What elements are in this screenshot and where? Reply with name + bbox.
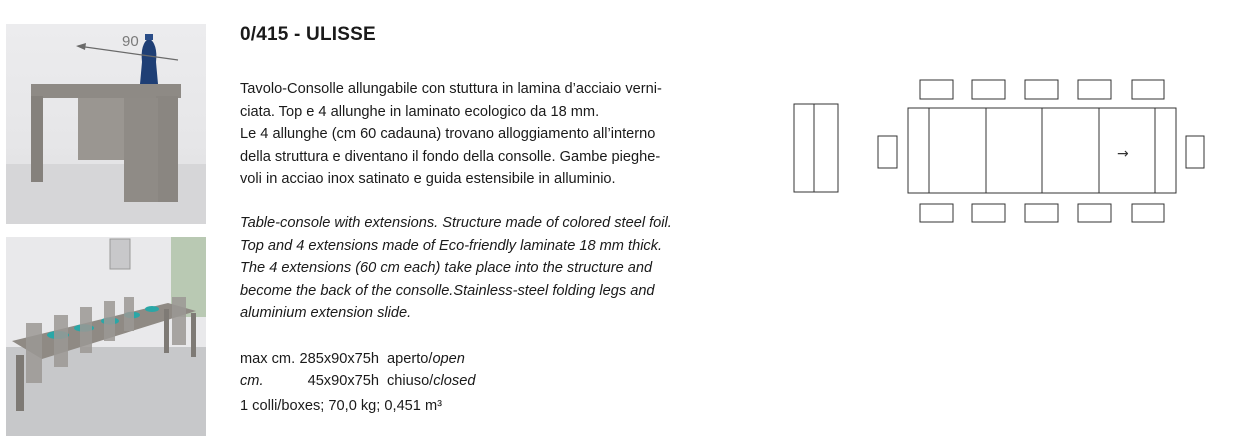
dimension-state bbox=[387, 370, 475, 392]
plan-closed-console bbox=[794, 104, 838, 192]
table-plan-diagram bbox=[790, 76, 1210, 226]
dimension-prefix: max cm. bbox=[240, 351, 296, 367]
product-title: 0/415 - ULISSE bbox=[240, 24, 376, 45]
description-line: ciata. Top e 4 allunghe in laminato ecologico da 18 mm. bbox=[240, 103, 600, 120]
plan-chair bbox=[972, 204, 1005, 222]
plan-chair bbox=[1025, 80, 1058, 99]
description-line: Tavolo-Consolle allungabile con stuttura in lamina d’acciaio verni- bbox=[240, 81, 662, 97]
description-line: become the back of the consolle.Stainless-steel folding legs and bbox=[240, 282, 655, 299]
dimension-size: 45x90x75h bbox=[307, 373, 379, 389]
plan-chair bbox=[1186, 136, 1204, 168]
plan-chair bbox=[972, 80, 1005, 99]
description-line: Table-console with extensions. Structure made of colored steel foil. bbox=[240, 215, 672, 231]
plan-chair bbox=[920, 204, 953, 222]
plan-chair bbox=[1132, 80, 1164, 99]
description-line: della struttura e diventano il fondo della consolle. Gambe pieghe- bbox=[240, 148, 661, 165]
product-photo-table-open bbox=[6, 237, 206, 436]
state-label-en: closed bbox=[433, 373, 476, 389]
description-line: Le 4 allunghe (cm 60 cadauna) trovano alloggiamento all’interno bbox=[240, 126, 656, 142]
state-label-en: open bbox=[432, 351, 465, 367]
description-line: voli in acciao inox satinato e guida estensibile in alluminio. bbox=[240, 171, 616, 187]
dimension-state bbox=[387, 348, 465, 370]
dimension-prefix: cm. bbox=[240, 373, 264, 389]
width-label: 90 bbox=[122, 33, 139, 50]
dimension-size: 285x90x75h bbox=[299, 351, 379, 367]
plan-chair bbox=[1025, 204, 1058, 222]
plan-chair bbox=[1132, 204, 1164, 222]
description-italian bbox=[240, 78, 680, 191]
plan-chair bbox=[878, 136, 897, 168]
state-label-it: chiuso/ bbox=[387, 373, 434, 389]
plan-chair bbox=[1078, 204, 1111, 222]
packing-info: 1 colli/boxes; 70,0 kg; 0,451 m³ bbox=[240, 398, 442, 414]
product-photo-console bbox=[6, 24, 206, 224]
extension-arrow-icon: → bbox=[1117, 146, 1129, 162]
description-line: The 4 extensions (60 cm each) take place into the structure and bbox=[240, 260, 653, 276]
description-line: Top and 4 extensions made of Eco-friendly laminate 18 mm thick. bbox=[240, 237, 663, 254]
description-english bbox=[240, 212, 680, 325]
plan-chair bbox=[1078, 80, 1111, 99]
plan-chair bbox=[920, 80, 953, 99]
state-label-it: aperto/ bbox=[387, 351, 433, 367]
description-line: aluminium extension slide. bbox=[240, 305, 412, 321]
